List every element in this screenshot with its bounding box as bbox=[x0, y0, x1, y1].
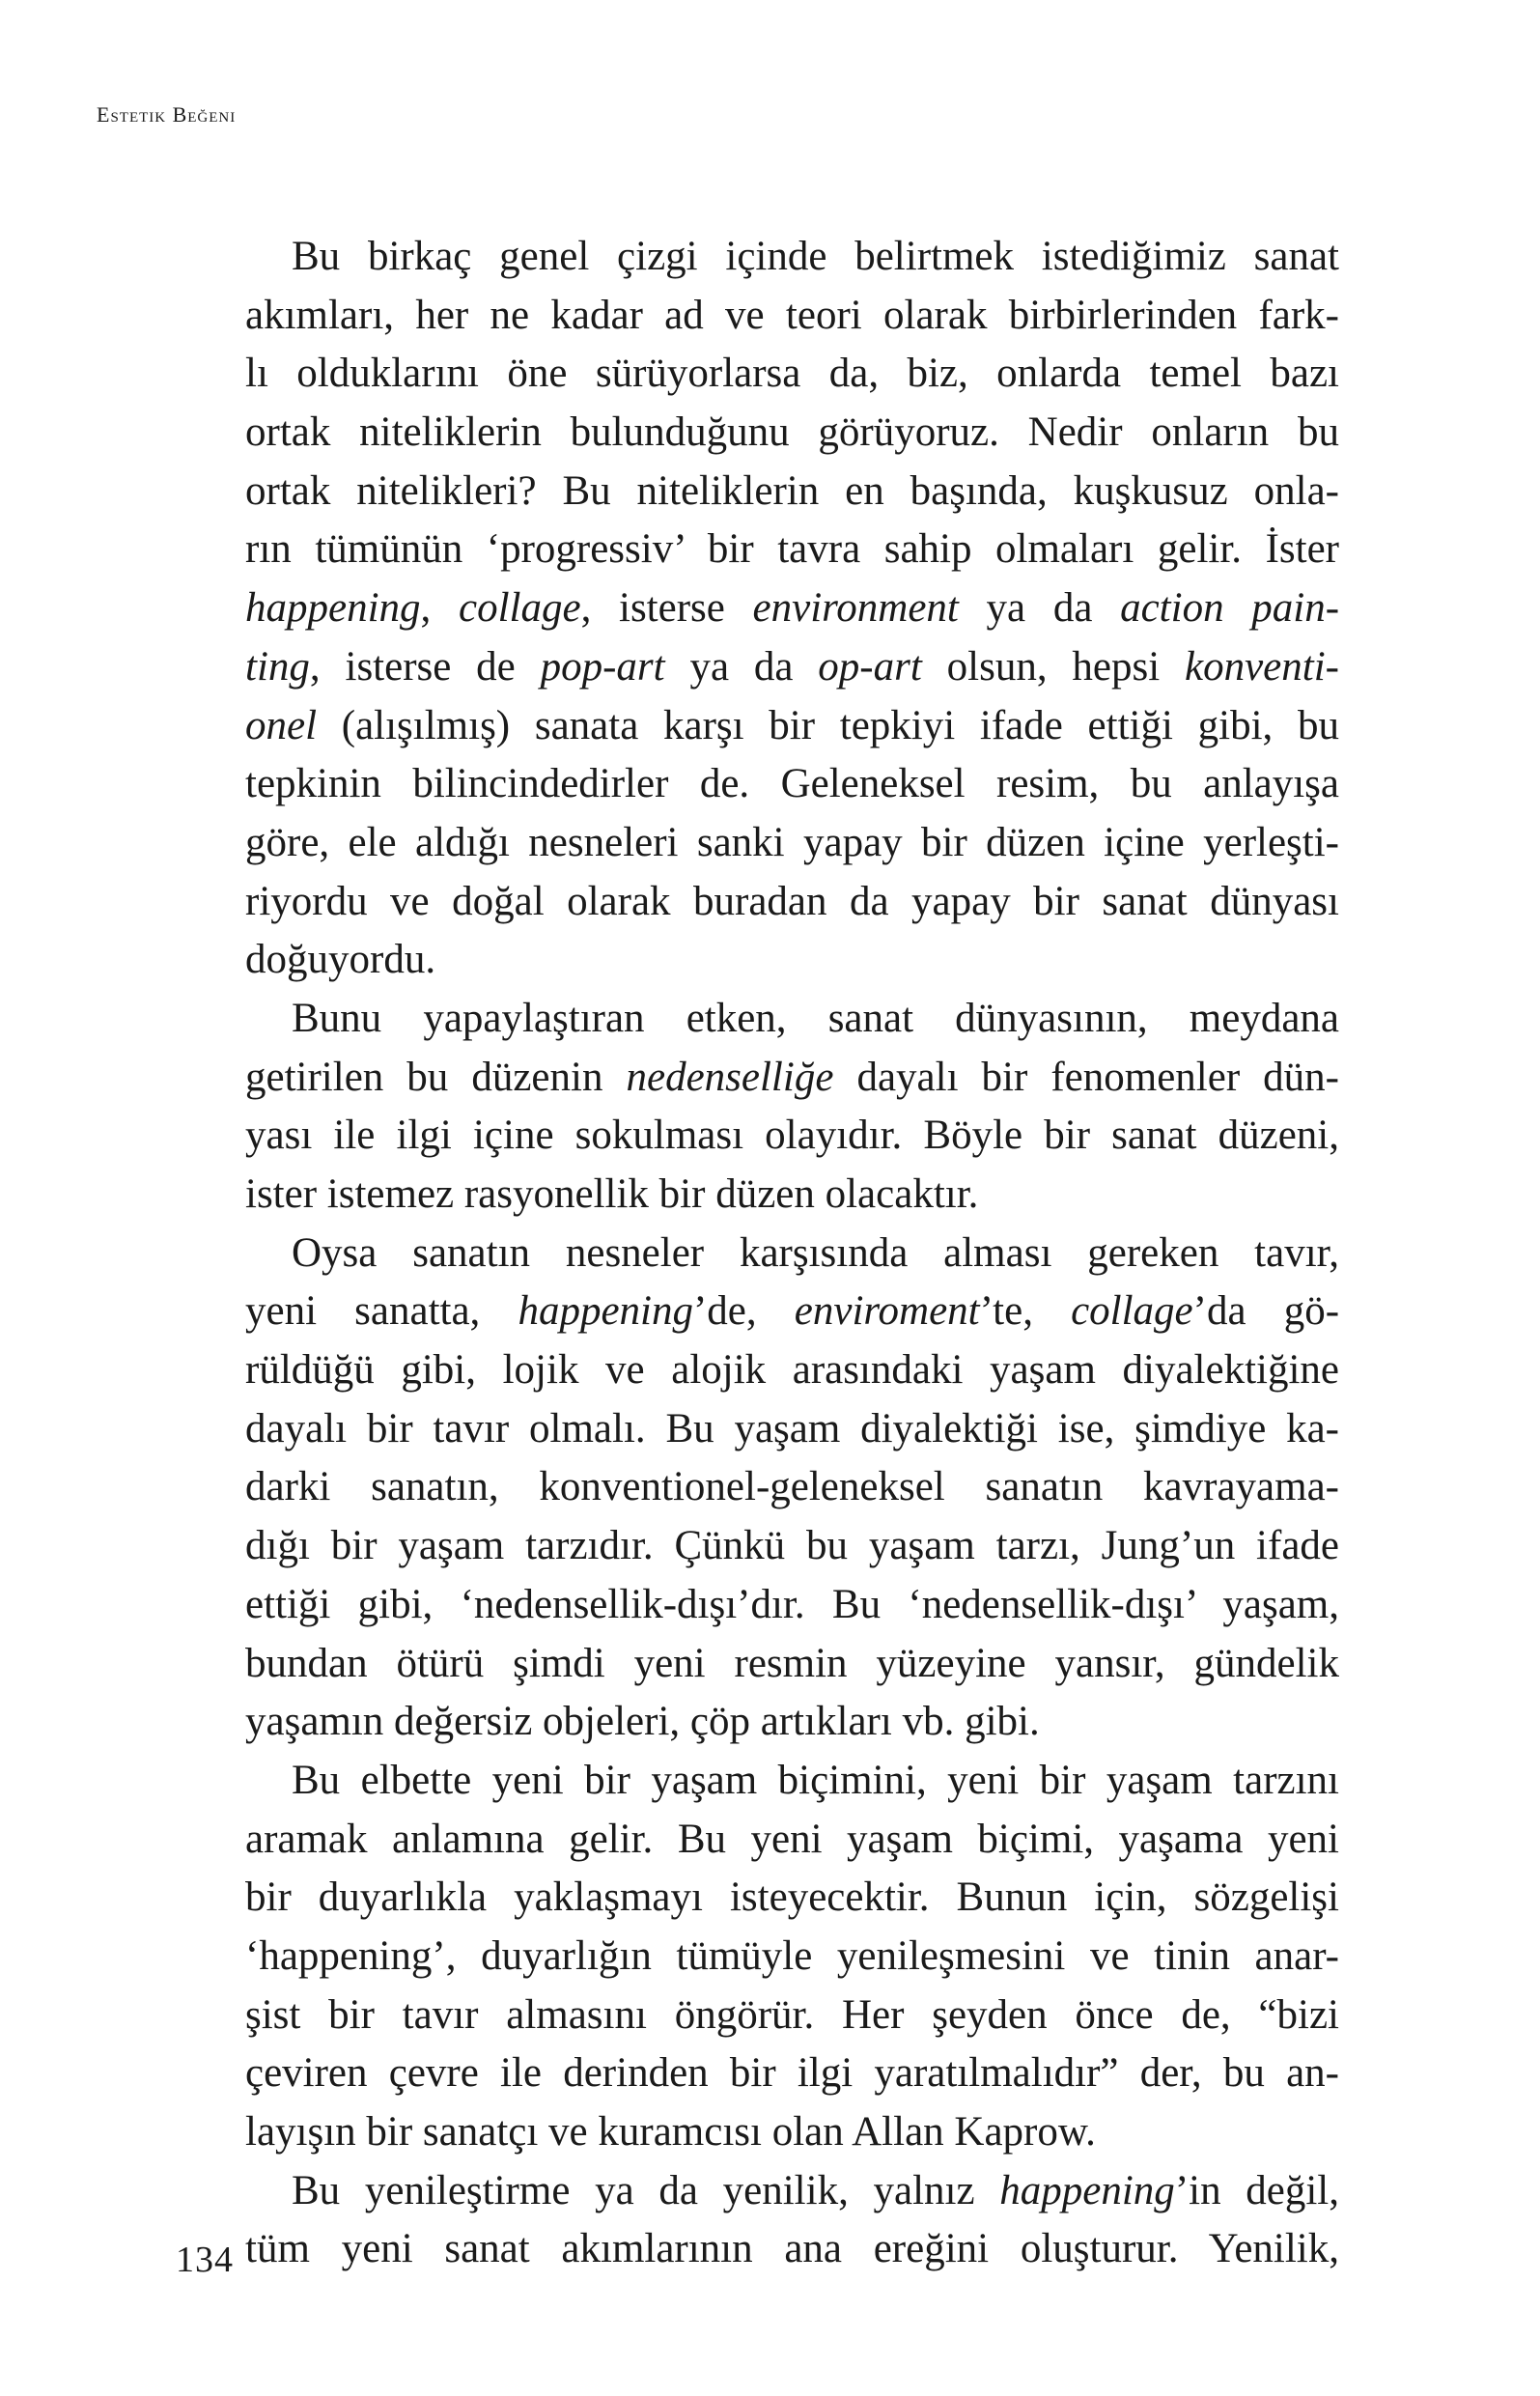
text-line bbox=[245, 814, 1339, 873]
text-run: , isterse bbox=[580, 585, 753, 632]
text-line bbox=[245, 404, 1339, 463]
text-line bbox=[245, 1928, 1339, 1987]
text-line bbox=[245, 1049, 1339, 1108]
text-run: lı olduklarını öne sürüyorlarsa da, biz, onlarda temel bazı bbox=[245, 351, 1339, 397]
body-text bbox=[245, 228, 1339, 2279]
text-run: Oysa sanatın nesneler karşısında alması gereken tavır, bbox=[292, 1229, 1339, 1276]
text-run: ya da bbox=[958, 585, 1121, 632]
text-run: ettiği gibi, ‘nedensellik-dışı’dır. Bu ‘nedensellik-dışı’ yaşam, bbox=[245, 1581, 1339, 1627]
text-run: tüm yeni sanat akımlarının ana ereğini oluşturur. Yenilik, bbox=[245, 2226, 1339, 2272]
text-run: rüldüğü gibi, lojik ve alojik arasındaki yaşam diyalektiğine bbox=[245, 1347, 1339, 1394]
text-line bbox=[245, 463, 1339, 521]
text-line bbox=[245, 1987, 1339, 2045]
text-line bbox=[245, 1107, 1339, 1166]
text-run: akımları, her ne kadar ad ve teori olarak birbirlerinden fark- bbox=[245, 292, 1339, 338]
text-run: Bu birkaç genel çizgi içinde belirtmek istediğimiz sanat bbox=[292, 234, 1339, 279]
text-run: doğuyordu. bbox=[245, 937, 436, 983]
text-line bbox=[245, 1283, 1339, 1341]
running-head: Estetik Beğeni bbox=[97, 102, 237, 127]
paragraph-first-line bbox=[245, 1752, 1339, 1811]
text-line bbox=[245, 1635, 1339, 1694]
text-run: dayalı bir fenomenler dün- bbox=[833, 1054, 1339, 1100]
paragraph-first-line bbox=[245, 990, 1339, 1049]
text-run: yası ile ilgi içine sokulması olayıdır. Böyle bir sanat düzeni, bbox=[245, 1113, 1339, 1159]
text-run: yaşamın değersiz objeleri, çöp artıkları vb. gibi. bbox=[245, 1699, 1040, 1745]
italic-term: happening bbox=[245, 585, 421, 632]
text-run: ‘happening’, duyarlığın tümüyle yenileşmesini ve tinin anar- bbox=[245, 1932, 1339, 1979]
text-run: ’de, bbox=[692, 1288, 795, 1335]
italic-term: pop-art bbox=[540, 643, 665, 690]
italic-term: happening bbox=[999, 2167, 1175, 2213]
text-line bbox=[245, 638, 1339, 697]
text-line bbox=[245, 1458, 1339, 1517]
text-run: şist bir tavır almasını öngörür. Her şeyden önce de, “bizi bbox=[245, 1991, 1339, 2038]
text-run: Bu yenileştirme ya da yenilik, yalnız bbox=[292, 2167, 1000, 2213]
text-run: darki sanatın, konventionel-geleneksel sanatın kavrayama- bbox=[245, 1464, 1339, 1510]
text-line bbox=[245, 1693, 1339, 1752]
text-run: Bunu yapaylaştıran etken, sanat dünyasının, meydana bbox=[292, 995, 1339, 1041]
text-run: dığı bir yaşam tarzıdır. Çünkü bu yaşam tarzı, Jung’un ifade bbox=[245, 1523, 1339, 1569]
text-run: yeni sanatta, bbox=[245, 1288, 518, 1335]
text-run: dayalı bir tavır olmalı. Bu yaşam diyalektiği ise, şimdiye ka- bbox=[245, 1405, 1339, 1452]
italic-term: environment bbox=[752, 585, 959, 632]
text-run: tepkinin bilincindedirler de. Geleneksel resim, bu anlayışa bbox=[245, 761, 1339, 807]
text-run: aramak anlamına gelir. Bu yeni yaşam biçimi, yaşama yeni bbox=[245, 1816, 1339, 1862]
text-run: ’te, bbox=[979, 1288, 1072, 1335]
italic-term: nedenselliğe bbox=[626, 1054, 834, 1100]
italic-term: konventi- bbox=[1185, 643, 1339, 690]
text-run: , isterse de bbox=[309, 643, 541, 690]
text-run: riyordu ve doğal olarak buradan da yapay bir sanat dünyası bbox=[245, 878, 1339, 924]
text-run: bundan ötürü şimdi yeni resmin yüzeyine yansır, gündelik bbox=[245, 1640, 1339, 1686]
text-line bbox=[245, 2220, 1339, 2279]
text-line bbox=[245, 697, 1339, 756]
text-line bbox=[245, 931, 1339, 990]
text-run: bir duyarlıkla yaklaşmayı isteyecektir. Bunun için, sözgelişi bbox=[245, 1875, 1339, 1921]
text-run: ortak niteliklerin bulunduğunu görüyoruz. Nedir onların bu bbox=[245, 409, 1339, 456]
text-line bbox=[245, 1517, 1339, 1576]
paragraph-first-line bbox=[245, 1225, 1339, 1283]
text-line bbox=[245, 2044, 1339, 2103]
italic-term: ting bbox=[245, 643, 310, 690]
text-line bbox=[245, 1811, 1339, 1870]
text-line bbox=[245, 579, 1339, 638]
text-run: (alışılmış) sanata karşı bir tepkiyi ifade ettiği gibi, bu bbox=[317, 702, 1339, 748]
text-line bbox=[245, 521, 1339, 579]
text-line bbox=[245, 1341, 1339, 1400]
text-run: ya da bbox=[664, 643, 819, 690]
text-run: layışın bir sanatçı ve kuramcısı olan Allan Kaprow. bbox=[245, 2109, 1096, 2155]
text-line bbox=[245, 287, 1339, 346]
text-line bbox=[245, 873, 1339, 932]
italic-term: enviroment bbox=[794, 1288, 980, 1335]
text-run: getirilen bu düzenin bbox=[245, 1054, 627, 1100]
text-run: ister istemez rasyonellik bir düzen olacaktır. bbox=[245, 1171, 979, 1217]
text-line bbox=[245, 1869, 1339, 1928]
paragraph-first-line bbox=[245, 2162, 1339, 2221]
text-run: Bu elbette yeni bir yaşam biçimini, yeni bir yaşam tarzını bbox=[292, 1757, 1339, 1803]
text-run: rın tümünün ‘progressiv’ bir tavra sahip olmaları gelir. İster bbox=[245, 526, 1339, 573]
text-run: ’in değil, bbox=[1174, 2167, 1339, 2213]
text-run: ortak nitelikleri? Bu niteliklerin en başında, kuşkusuz onla- bbox=[245, 467, 1339, 514]
text-run: göre, ele aldığı nesneleri sanki yapay bir düzen içine yerleşti- bbox=[245, 819, 1339, 865]
page-number: 134 bbox=[176, 2240, 234, 2280]
italic-term: onel bbox=[245, 702, 318, 748]
text-run: olsun, hepsi bbox=[921, 643, 1186, 690]
text-line bbox=[245, 755, 1339, 814]
italic-term: collage bbox=[1071, 1288, 1193, 1335]
paragraph-first-line bbox=[245, 228, 1339, 287]
text-run: çeviren çevre ile derinden bir ilgi yaratılmalıdır” der, bu an- bbox=[245, 2050, 1339, 2097]
italic-term: collage bbox=[458, 585, 581, 632]
text-run: , bbox=[420, 585, 459, 632]
text-line bbox=[245, 1166, 1339, 1225]
italic-term: happening bbox=[518, 1288, 693, 1335]
text-line bbox=[245, 2103, 1339, 2162]
text-run: ’da gö- bbox=[1192, 1288, 1340, 1335]
text-line bbox=[245, 345, 1339, 404]
text-line bbox=[245, 1400, 1339, 1459]
text-line bbox=[245, 1576, 1339, 1635]
italic-term: op-art bbox=[818, 643, 922, 690]
italic-term: action pain- bbox=[1120, 585, 1340, 632]
